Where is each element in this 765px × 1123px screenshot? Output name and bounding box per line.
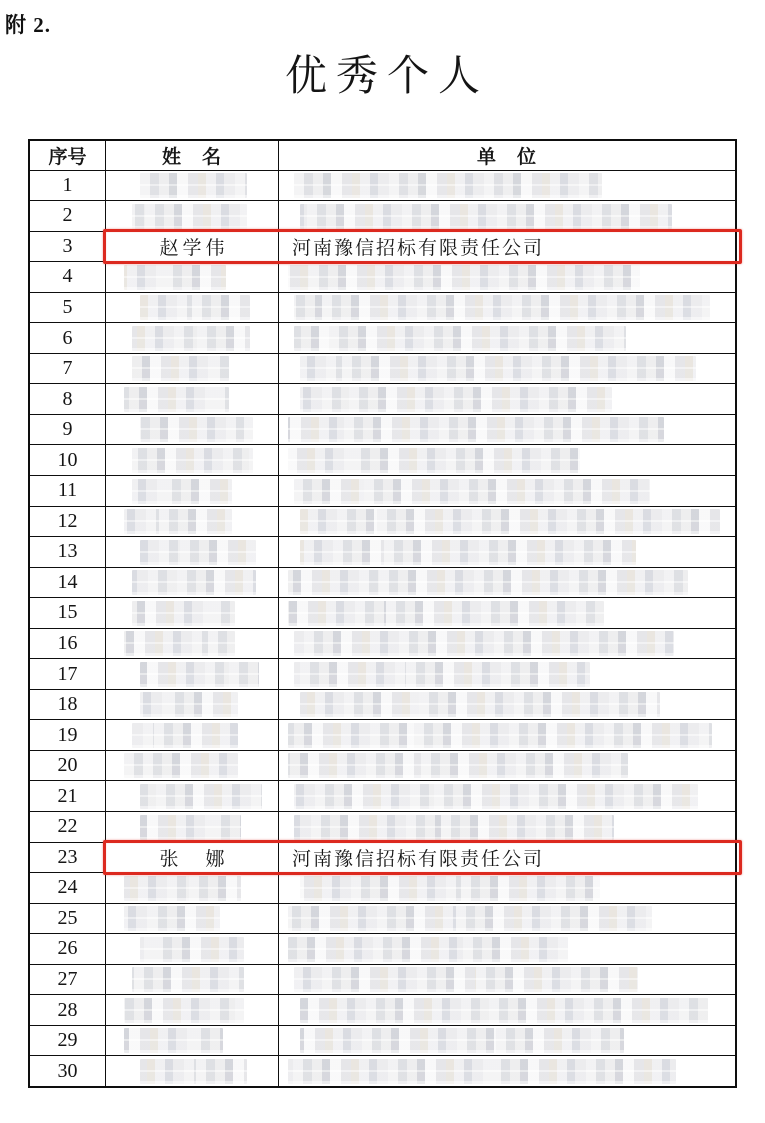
redaction-mosaic — [132, 356, 229, 381]
redaction-mosaic — [124, 876, 241, 901]
redaction-mosaic — [288, 265, 640, 290]
table-row — [30, 872, 735, 903]
table-row — [30, 994, 735, 1025]
redaction-mosaic — [300, 692, 660, 717]
redaction-mosaic — [124, 998, 244, 1023]
redaction-mosaic — [140, 662, 259, 687]
redaction-mosaic — [132, 723, 238, 748]
serial-cell: 14 — [57, 570, 78, 593]
serial-cell: 12 — [57, 509, 78, 532]
redaction-mosaic — [294, 326, 626, 351]
serial-cell: 8 — [62, 387, 73, 410]
redaction-mosaic — [294, 662, 590, 687]
redaction-mosaic — [140, 417, 253, 442]
table-row — [30, 750, 735, 781]
table-row — [30, 964, 735, 995]
table-row — [30, 628, 735, 659]
redaction-mosaic — [288, 570, 688, 595]
redaction-mosaic — [132, 204, 247, 229]
redaction-mosaic — [294, 631, 674, 656]
table-row — [30, 933, 735, 964]
table-row — [30, 567, 735, 598]
serial-cell: 7 — [62, 357, 73, 380]
redaction-mosaic — [300, 509, 720, 534]
serial-cell: 22 — [57, 815, 78, 838]
table-row — [30, 475, 735, 506]
serial-cell: 9 — [62, 418, 73, 441]
redaction-mosaic — [140, 692, 238, 717]
header-serial: 序号 — [48, 146, 87, 168]
table-row — [30, 780, 735, 811]
redaction-mosaic — [300, 356, 696, 381]
redaction-mosaic — [288, 1059, 676, 1084]
serial-cell: 17 — [57, 662, 78, 685]
redaction-mosaic — [294, 295, 710, 320]
table-body — [30, 170, 735, 1086]
redaction-mosaic — [288, 906, 652, 931]
table-row — [30, 1055, 735, 1086]
redaction-mosaic — [300, 204, 672, 229]
table-row — [30, 536, 735, 567]
table-row — [30, 414, 735, 445]
redaction-mosaic — [140, 784, 262, 809]
serial-cell: 27 — [57, 967, 78, 990]
redaction-mosaic — [294, 173, 602, 198]
redaction-mosaic — [288, 937, 568, 962]
unit-cell: 河南豫信招标有限责任公司 — [278, 232, 735, 262]
redaction-mosaic — [294, 784, 698, 809]
redaction-mosaic — [124, 1028, 223, 1053]
redaction-mosaic — [124, 509, 232, 534]
redaction-mosaic — [124, 753, 238, 778]
table-row — [30, 170, 735, 201]
serial-cell: 25 — [57, 906, 78, 929]
serial-cell: 21 — [57, 784, 78, 807]
serial-cell: 11 — [57, 479, 78, 502]
serial-cell: 18 — [57, 693, 78, 716]
redaction-mosaic — [294, 815, 614, 840]
redaction-mosaic — [300, 1028, 624, 1053]
redaction-mosaic — [294, 967, 638, 992]
serial-cell: 2 — [62, 204, 73, 227]
redaction-mosaic — [140, 1059, 247, 1084]
table-row — [30, 261, 735, 292]
header-unit: 单 位 — [278, 141, 735, 170]
redaction-mosaic — [124, 906, 220, 931]
page-title: 优秀个人 — [284, 54, 489, 100]
table-row — [30, 444, 735, 475]
awards-table — [28, 139, 737, 1088]
redaction-mosaic — [124, 265, 226, 290]
redaction-mosaic — [294, 479, 650, 504]
table-row — [30, 842, 735, 873]
serial-cell: 15 — [57, 601, 78, 624]
table-row — [30, 811, 735, 842]
redaction-mosaic — [140, 295, 250, 320]
redaction-mosaic — [132, 479, 232, 504]
table-row — [30, 597, 735, 628]
table-row — [30, 231, 735, 262]
serial-cell: 28 — [57, 998, 78, 1021]
table-row — [30, 689, 735, 720]
redaction-mosaic — [288, 723, 712, 748]
serial-cell: 20 — [57, 754, 78, 777]
redaction-mosaic — [124, 387, 229, 412]
redaction-mosaic — [300, 998, 708, 1023]
redaction-mosaic — [140, 540, 256, 565]
serial-cell: 6 — [62, 326, 73, 349]
redaction-mosaic — [300, 540, 636, 565]
table-header-row — [30, 141, 735, 170]
redaction-mosaic — [288, 601, 604, 626]
serial-cell: 26 — [57, 937, 78, 960]
table-row — [30, 903, 735, 934]
redaction-mosaic — [140, 937, 244, 962]
table-row — [30, 200, 735, 231]
serial-cell: 23 — [57, 845, 78, 868]
table-row — [30, 506, 735, 537]
table-row — [30, 383, 735, 414]
header-name: 姓 名 — [105, 141, 278, 170]
table-row — [30, 322, 735, 353]
serial-cell: 16 — [57, 631, 78, 654]
redaction-mosaic — [288, 417, 664, 442]
redaction-mosaic — [132, 326, 250, 351]
serial-cell: 3 — [62, 234, 73, 257]
table-row — [30, 1025, 735, 1056]
table-row — [30, 353, 735, 384]
unit-cell: 河南豫信招标有限责任公司 — [278, 843, 735, 873]
attachment-label: 附 2. — [5, 13, 51, 37]
serial-cell: 29 — [57, 1029, 78, 1052]
redaction-mosaic — [288, 753, 628, 778]
redaction-mosaic — [300, 387, 612, 412]
redaction-mosaic — [132, 448, 253, 473]
serial-cell: 5 — [62, 295, 73, 318]
name-cell: 张 娜 — [105, 843, 278, 873]
redaction-mosaic — [132, 967, 244, 992]
redaction-mosaic — [300, 876, 600, 901]
redaction-mosaic — [140, 173, 247, 198]
serial-cell: 10 — [57, 448, 78, 471]
serial-cell: 4 — [62, 265, 73, 288]
redaction-mosaic — [132, 601, 235, 626]
redaction-mosaic — [124, 631, 235, 656]
redaction-mosaic — [132, 570, 256, 595]
serial-cell: 19 — [57, 723, 78, 746]
serial-cell: 24 — [57, 876, 78, 899]
table-row — [30, 719, 735, 750]
table-row — [30, 292, 735, 323]
table-row — [30, 658, 735, 689]
name-cell: 赵学伟 — [105, 232, 278, 262]
serial-cell: 1 — [62, 173, 73, 196]
redaction-mosaic — [140, 815, 241, 840]
redaction-mosaic — [288, 448, 580, 473]
serial-cell: 30 — [57, 1059, 78, 1082]
serial-cell: 13 — [57, 540, 78, 563]
